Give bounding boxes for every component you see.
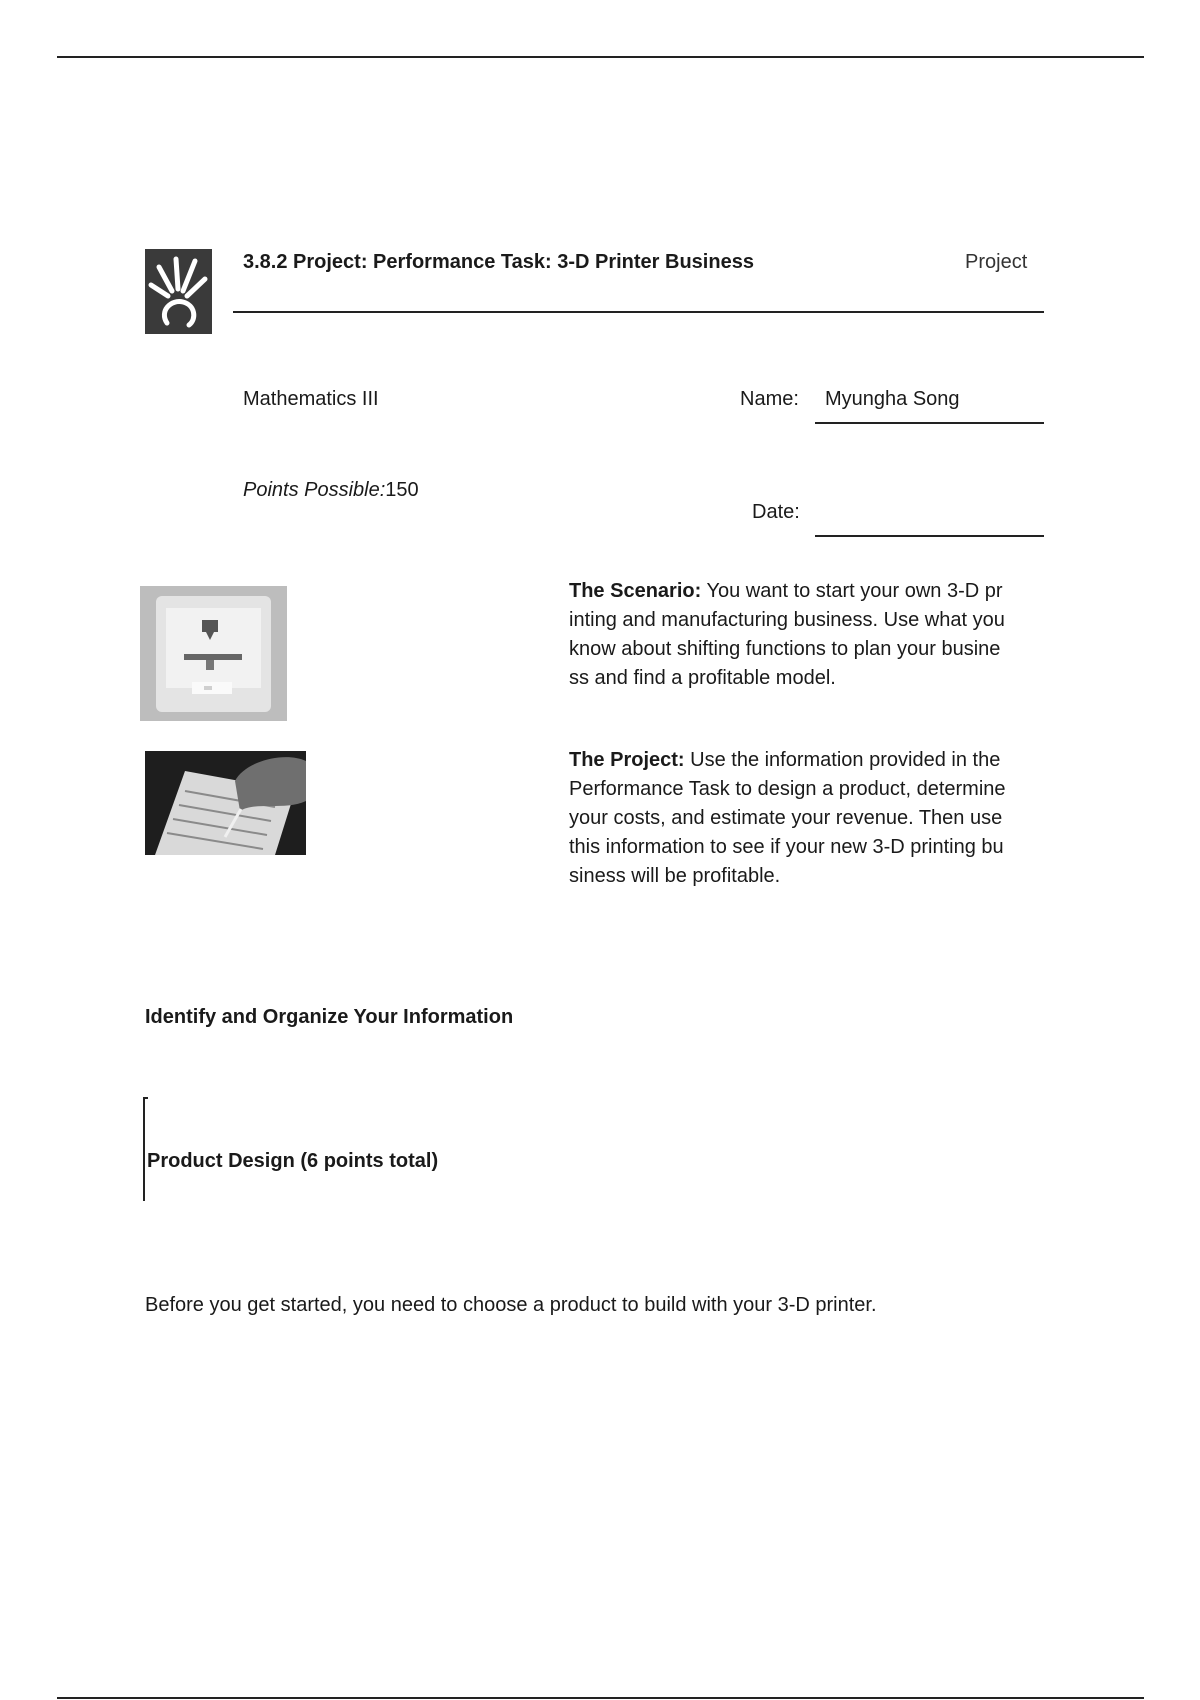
page-top-rule: [57, 56, 1144, 58]
points-possible: [243, 477, 419, 503]
project-text: Use the information provided in the Performance Task to design a product, determine your costs, and estimate your revenue. Then use this information to see if your new 3-D printing business will be profitable.: [569, 749, 1006, 887]
hand-writing-icon: [145, 751, 306, 855]
page-bottom-rule: [57, 1697, 1144, 1699]
product-section-marker: [143, 1097, 145, 1201]
identify-section-heading: Identify and Organize Your Information: [145, 1006, 514, 1028]
scenario-text: You want to start your own 3-D printing and manufacturing business. Use what you know about shifting functions to plan your business and find a profitable model.: [569, 580, 1005, 689]
intro-paragraph: Before you get started, you need to choose a product to build with your 3-D printer.: [145, 1294, 877, 1316]
name-field[interactable]: Myungha Song: [825, 388, 960, 410]
scenario-heading: The Scenario:: [569, 580, 702, 602]
sunburst-logo-icon: [145, 249, 212, 334]
product-design-heading: Product Design (6 points total): [147, 1150, 439, 1172]
header-rule: [233, 311, 1044, 313]
points-label: Points Possible:: [243, 479, 386, 501]
date-label: Date:: [752, 501, 800, 523]
name-label: Name:: [740, 388, 799, 410]
name-underline: [815, 422, 1044, 424]
date-underline[interactable]: [815, 535, 1044, 537]
project-heading: The Project:: [569, 749, 685, 771]
points-value: 150: [385, 479, 419, 501]
scenario-paragraph: [569, 577, 1006, 693]
course-label: Mathematics III: [243, 388, 379, 410]
product-section-marker-tick: [143, 1097, 148, 1099]
3d-printer-icon: [140, 586, 287, 721]
project-paragraph: [569, 746, 1006, 891]
document-title: 3.8.2 Project: Performance Task: 3-D Printer Business: [243, 251, 754, 273]
document-type-label: Project: [965, 251, 1028, 273]
